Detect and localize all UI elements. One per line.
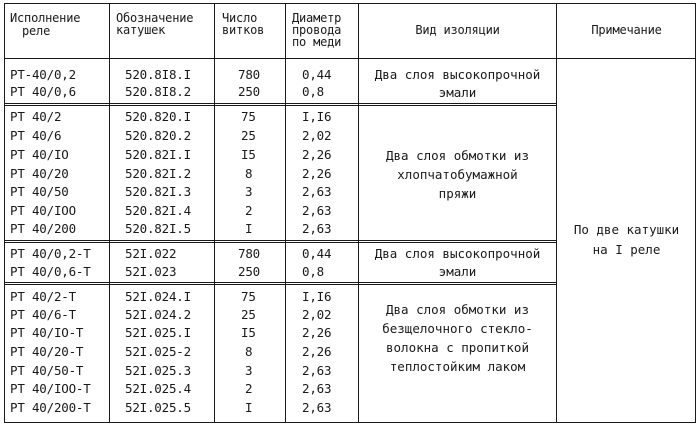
g2-r2-diameter: 2,02 bbox=[302, 128, 332, 143]
g2-r1-turns: 75 bbox=[241, 109, 256, 124]
g2-r3-relay: РТ 40/IO bbox=[10, 147, 69, 162]
g4-r3-code: 52I.025.I bbox=[125, 325, 191, 340]
g4-r6-diameter: 2,63 bbox=[302, 381, 332, 396]
g3-r2-diameter: 0,8 bbox=[302, 264, 324, 279]
g1-insulation: Два слоя высокопрочной эмали bbox=[374, 67, 541, 100]
g1-r2-code: 520.8I8.2 bbox=[125, 84, 191, 99]
g3-r2-code: 52I.023 bbox=[125, 264, 177, 279]
g4-r3-diameter: 2,26 bbox=[302, 325, 332, 340]
g2-r4-relay: РТ 40/20 bbox=[10, 166, 69, 181]
header-turns-2: витков bbox=[222, 23, 265, 37]
g4-r5-diameter: 2,63 bbox=[302, 363, 332, 378]
g4-r1-diameter: I,I6 bbox=[302, 289, 332, 304]
g4-r4-code: 52I.025-2 bbox=[125, 344, 191, 359]
g2-r3-diameter: 2,26 bbox=[302, 147, 332, 162]
g2-r2-relay: РТ 40/6 bbox=[10, 128, 62, 143]
header-separator bbox=[4, 58, 696, 59]
g2-r5-turns: 3 bbox=[245, 184, 253, 199]
g4-r1-turns: 75 bbox=[241, 289, 256, 304]
g2-r7-relay: РТ 40/200 bbox=[10, 221, 76, 236]
g1-r1-code: 520.8I8.I bbox=[125, 67, 191, 82]
header-insulation: Вид изоляции bbox=[415, 23, 500, 37]
g2-r3-code: 520.82I.I bbox=[125, 147, 191, 162]
header-code-1: Обозначение bbox=[116, 11, 194, 25]
g4-r5-code: 52I.025.3 bbox=[125, 363, 191, 378]
g4-r5-turns: 3 bbox=[245, 363, 253, 378]
note-cell: По две катушки на I реле bbox=[573, 222, 680, 257]
g3-r1-diameter: 0,44 bbox=[302, 246, 332, 261]
g2-r6-diameter: 2,63 bbox=[302, 203, 332, 218]
g2-r7-diameter: 2,63 bbox=[302, 221, 332, 236]
g2-r1-code: 520.820.I bbox=[125, 109, 191, 124]
g3-r2-turns: 250 bbox=[238, 264, 260, 279]
g3-insulation: Два слоя высокопрочной эмали bbox=[374, 246, 541, 279]
g4-r5-relay: РТ 40/50-Т bbox=[10, 363, 84, 378]
g4-r3-turns: I5 bbox=[241, 325, 256, 340]
col-divider-1 bbox=[109, 3, 110, 423]
g2-r4-turns: 8 bbox=[245, 166, 253, 181]
g1-r1-diameter: 0,44 bbox=[302, 67, 332, 82]
g3-r1-relay: РТ 40/0,2-Т bbox=[10, 246, 91, 261]
g4-r6-relay: РТ 40/IOO-Т bbox=[10, 381, 91, 396]
header-turns-1: Число bbox=[222, 11, 258, 25]
g2-r5-relay: РТ 40/50 bbox=[10, 184, 69, 199]
header-diameter-3: по меди bbox=[292, 35, 342, 49]
g2-r4-code: 520.82I.2 bbox=[125, 166, 191, 181]
col-divider-3 bbox=[285, 3, 286, 423]
g4-r3-relay: РТ 40/IO-Т bbox=[10, 325, 84, 340]
header-diameter-1: Диаметр bbox=[292, 11, 342, 25]
table-frame bbox=[4, 3, 696, 423]
g4-r2-diameter: 2,02 bbox=[302, 307, 332, 322]
g4-r4-diameter: 2,26 bbox=[302, 344, 332, 359]
g3-r1-turns: 780 bbox=[238, 246, 260, 261]
group2-separator bbox=[4, 240, 556, 243]
g2-r5-code: 520.82I.3 bbox=[125, 184, 191, 199]
g4-r7-code: 52I.025.5 bbox=[125, 400, 191, 415]
header-note: Примечание bbox=[591, 23, 662, 37]
g2-r2-code: 520.820.2 bbox=[125, 128, 191, 143]
g2-r1-diameter: I,I6 bbox=[302, 109, 332, 124]
g3-r1-code: 52I.022 bbox=[125, 246, 177, 261]
g2-r3-turns: I5 bbox=[241, 147, 256, 162]
header-relay-2: реле bbox=[22, 24, 51, 38]
col-divider-5 bbox=[556, 3, 557, 423]
g1-r1-relay: РТ-40/0,2 bbox=[10, 67, 76, 82]
g2-r5-diameter: 2,63 bbox=[302, 184, 332, 199]
g4-r6-code: 52I.025.4 bbox=[125, 381, 191, 396]
group1-separator bbox=[4, 103, 556, 106]
g2-r6-code: 520.82I.4 bbox=[125, 203, 191, 218]
g2-r4-diameter: 2,26 bbox=[302, 166, 332, 181]
g4-r4-turns: 8 bbox=[245, 344, 253, 359]
g4-r6-turns: 2 bbox=[245, 381, 253, 396]
header-diameter-2: провода bbox=[292, 23, 342, 37]
g3-r2-relay: РТ 40/0,6-Т bbox=[10, 264, 91, 279]
g4-r2-relay: РТ 40/6-Т bbox=[10, 307, 76, 322]
g2-r7-code: 520.82I.5 bbox=[125, 221, 191, 236]
g4-r2-turns: 25 bbox=[241, 307, 256, 322]
g1-r2-diameter: 0,8 bbox=[302, 84, 324, 99]
g4-r2-code: 52I.024.2 bbox=[125, 307, 191, 322]
g4-r7-diameter: 2,63 bbox=[302, 400, 332, 415]
g4-r4-relay: РТ 40/20-Т bbox=[10, 344, 84, 359]
g2-r2-turns: 25 bbox=[241, 128, 256, 143]
g1-r2-turns: 250 bbox=[238, 84, 260, 99]
g2-r1-relay: РТ 40/2 bbox=[10, 109, 62, 124]
g4-r1-relay: РТ 40/2-Т bbox=[10, 289, 76, 304]
g2-r7-turns: I bbox=[245, 221, 253, 236]
g4-r1-code: 52I.024.I bbox=[125, 289, 191, 304]
g2-r6-turns: 2 bbox=[245, 203, 253, 218]
group3-separator bbox=[4, 282, 556, 285]
col-divider-2 bbox=[214, 3, 215, 423]
header-relay-1: Исполнение bbox=[10, 11, 81, 25]
g4-insulation: Два слоя обмотки из безщелочного стекло- волокна с пропиткой теплостойким лаком bbox=[382, 302, 533, 374]
g1-r2-relay: РТ 40/0,6 bbox=[10, 84, 76, 99]
g2-insulation: Два слоя обмотки из хлопчатобумажной пряжи bbox=[386, 148, 529, 201]
g4-r7-turns: I bbox=[245, 400, 253, 415]
g1-r1-turns: 780 bbox=[238, 67, 260, 82]
g4-r7-relay: РТ 40/200-Т bbox=[10, 400, 91, 415]
g2-r6-relay: РТ 40/IOO bbox=[10, 203, 76, 218]
header-code-2: катушек bbox=[116, 23, 166, 37]
